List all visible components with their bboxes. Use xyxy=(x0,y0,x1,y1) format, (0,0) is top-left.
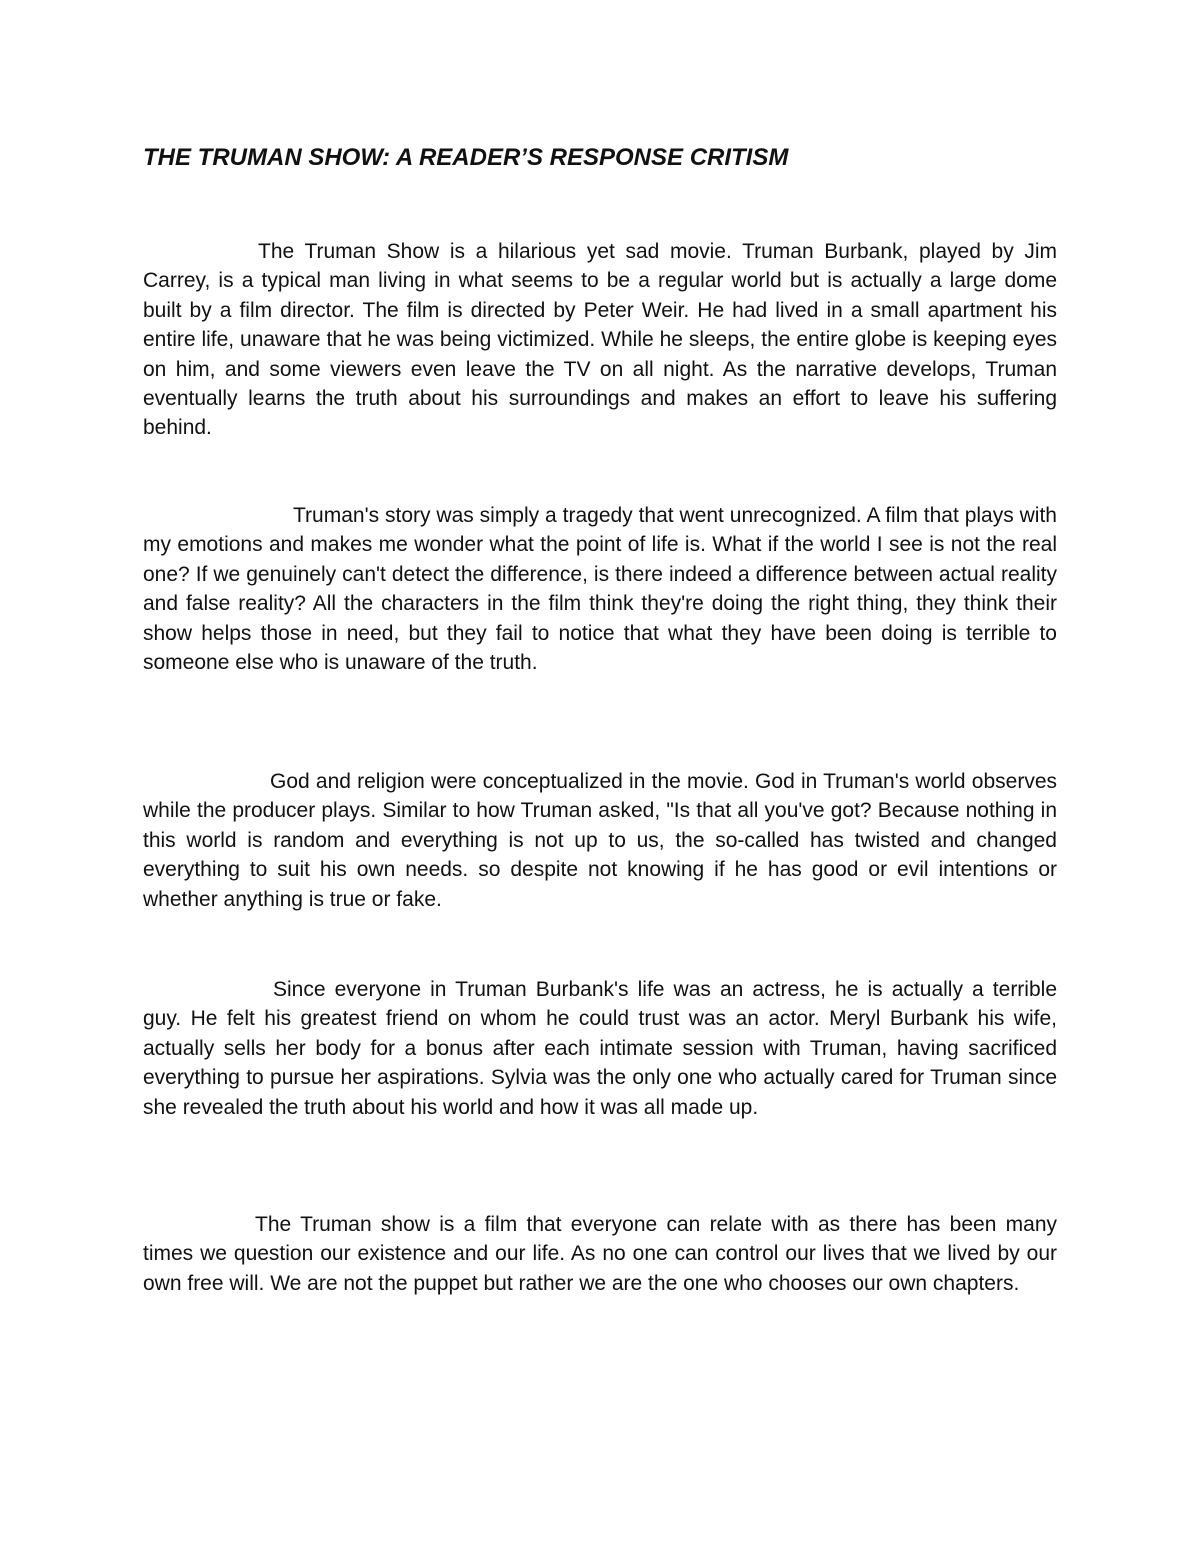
document-title: THE TRUMAN SHOW: A READER’S RESPONSE CRITISM xyxy=(143,144,789,171)
paragraph-1: The Truman Show is a hilarious yet sad movie. Truman Burbank, played by Jim Carrey, is a typical man living in what seems to be a regular world but is actually a large dome built by a film director. The film is directed by Peter Weir. He had lived in a small apartment his entire life, unaware that he was being victimized. While he sleeps, the entire globe is keeping eyes on him, and some viewers even leave the TV on all night. As the narrative develops, Truman eventually learns the truth about his surroundings and makes an effort to leave his suffering behind. xyxy=(143,240,1057,440)
paragraph-3: God and religion were conceptualized in the movie. God in Truman's world observes while the producer plays. Similar to how Truman asked, "Is that all you've got? Because nothing in this world is random and everything is not up to us, the so-called has twisted and changed everything to suit his own needs. so despite not knowing if he has good or evil intentions or whether anything is true or fake. xyxy=(143,770,1057,911)
paragraph-5: The Truman show is a film that everyone can relate with as there has been many times we question our existence and our life. As no one can control our lives that we lived by our own free will. We are not the puppet but rather we are the one who chooses our own chapters. xyxy=(143,1213,1057,1295)
paragraph-2: Truman's story was simply a tragedy that went unrecognized. A film that plays with my emotions and makes me wonder what the point of life is. What if the world I see is not the real one? If we genuinely can't detect the difference, is there indeed a difference between actual reality and false reality? All the characters in the film think they're doing the right thing, they think their show helps those in need, but they fail to notice that what they have been doing is terrible to someone else who is unaware of the truth. xyxy=(143,504,1057,675)
paragraph-4: Since everyone in Truman Burbank's life was an actress, he is actually a terrible guy. He felt his greatest friend on whom he could trust was an actor. Meryl Burbank his wife, actually sells her body for a bonus after each intimate session with Truman, having sacrificed everything to pursue her aspirations. Sylvia was the only one who actually cared for Truman since she revealed the truth about his world and how it was all made up. xyxy=(143,978,1057,1119)
